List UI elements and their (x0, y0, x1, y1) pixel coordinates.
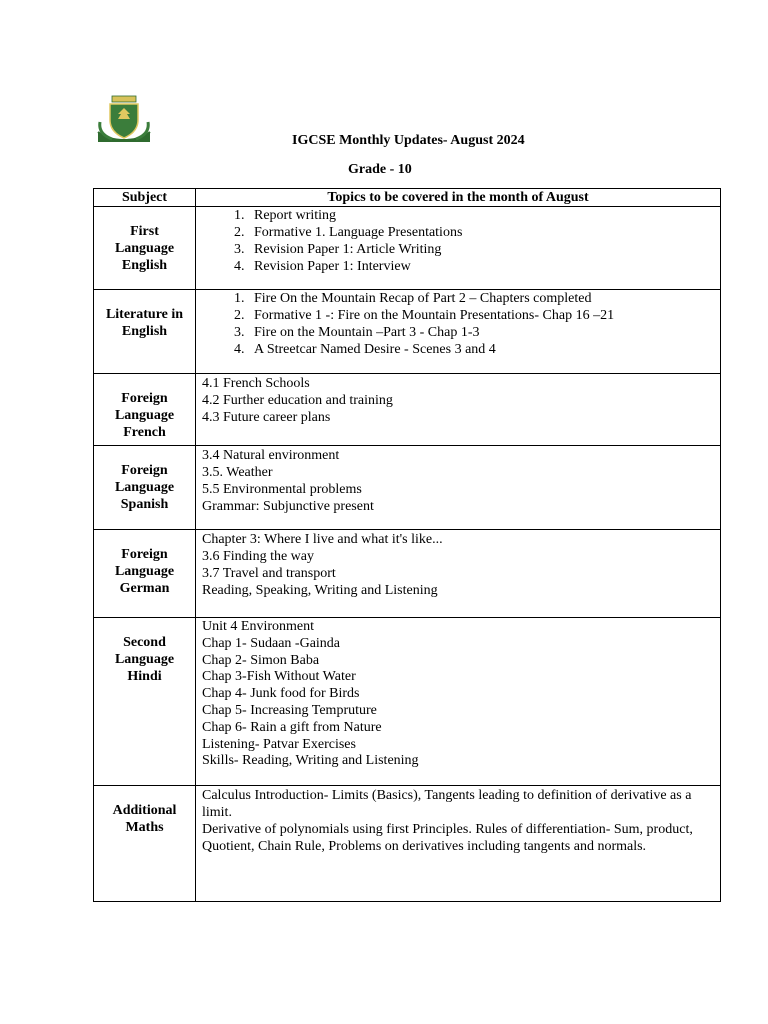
topics-list (202, 207, 714, 275)
subject-name-line: Spanish (120, 497, 169, 512)
topics-list (202, 290, 714, 358)
column-header-topics: Topics to be covered in the month of August (196, 189, 721, 207)
topic-item: 3. Revision Paper 1: Article Writing (248, 241, 714, 258)
topic-line: Chapter 3: Where I live and what it's like... (202, 532, 443, 547)
page-title: IGCSE Monthly Updates- August 2024 (292, 133, 525, 148)
topic-line: Chap 3-Fish Without Water (202, 669, 356, 685)
subject-name-line: Second (123, 635, 166, 650)
subject-cell (94, 618, 196, 786)
topic-line: 5.5 Environmental problems (202, 482, 362, 497)
subject-name-line: English (121, 324, 168, 339)
subject-cell (94, 290, 196, 374)
table-row (94, 374, 721, 446)
topics-cell (196, 374, 721, 446)
topic-line: Derivative of polynomials using first Principles. Rules of differentiation- Sum, product, Quotient, Chain Rule, Problems on derivatives including tangents and normals. (202, 822, 693, 854)
subject-name-line: Language (114, 408, 175, 423)
topics-table (93, 188, 721, 902)
topic-item: 2. Formative 1. Language Presentations (248, 224, 714, 241)
subject-cell (94, 374, 196, 446)
grade-label: Grade - 10 (348, 162, 412, 177)
column-header-subject: Subject (94, 189, 196, 207)
table-row (94, 446, 721, 530)
topics-cell (196, 618, 721, 786)
subject-cell (94, 786, 196, 902)
subject-name-line: English (121, 258, 168, 273)
topic-item: 2. Formative 1 -: Fire on the Mountain Presentations- Chap 16 –21 (248, 307, 714, 324)
topic-line: Reading, Speaking, Writing and Listening (202, 583, 438, 598)
table-row (94, 618, 721, 786)
subject-name-line: Maths (125, 820, 164, 835)
topic-item: 1. Report writing (248, 207, 714, 224)
subject-name-line: Language (114, 241, 175, 256)
subject-name-line: French (123, 425, 166, 440)
topic-line: 4.2 Further education and training (202, 393, 393, 408)
subject-name-line: German (119, 581, 170, 596)
topics-cell (196, 446, 721, 530)
subject-cell (94, 446, 196, 530)
subject-name-line: Language (114, 564, 175, 579)
topic-line: Chap 6- Rain a gift from Nature (202, 719, 382, 735)
topic-line: 3.6 Finding the way (202, 549, 314, 564)
subject-name-line: First (130, 224, 159, 239)
subject-name-line: Language (114, 480, 175, 495)
subject-name-line: Additional (112, 803, 177, 818)
topic-item: 4. Revision Paper 1: Interview (248, 258, 714, 275)
subject-name-line: Hindi (127, 669, 162, 684)
subject-name-line: Literature in (105, 307, 184, 322)
topics-cell (196, 207, 721, 290)
topic-line: Chap 1- Sudaan -Gainda (202, 635, 341, 651)
topic-line: 4.1 French Schools (202, 376, 310, 391)
topics-cell (196, 530, 721, 618)
topic-item: 1. Fire On the Mountain Recap of Part 2 – Chapters completed (248, 290, 714, 307)
topic-line: Unit 4 Environment (202, 619, 314, 634)
topic-line: Chap 2- Simon Baba (202, 652, 320, 668)
subject-name-line: Foreign (121, 547, 168, 562)
subject-name-line: Foreign (121, 391, 168, 406)
table-row (94, 786, 721, 902)
topic-line: Chap 5- Increasing Tempruture (202, 702, 377, 718)
topic-line: Chap 4- Junk food for Birds (202, 686, 360, 702)
topic-item: 3. Fire on the Mountain –Part 3 - Chap 1-3 (248, 324, 714, 341)
topic-line: Grammar: Subjunctive present (202, 499, 374, 514)
topic-line: Skills- Reading, Writing and Listening (202, 753, 419, 769)
topic-line: Calculus Introduction- Limits (Basics), Tangents leading to definition of derivative as a limit. (202, 788, 692, 820)
topic-line: 3.7 Travel and transport (202, 566, 336, 581)
topic-line: Listening- Patvar Exercises (202, 736, 356, 752)
topics-cell (196, 290, 721, 374)
topic-line: 3.4 Natural environment (202, 448, 340, 463)
subject-cell (94, 530, 196, 618)
subject-cell (94, 207, 196, 290)
table-row (94, 290, 721, 374)
table-row (94, 530, 721, 618)
table-header-row (94, 189, 721, 207)
topics-cell (196, 786, 721, 902)
subject-name-line: Foreign (121, 463, 168, 478)
table-row (94, 207, 721, 290)
topic-line: 3.5. Weather (202, 465, 273, 480)
topic-line: 4.3 Future career plans (202, 410, 331, 425)
topic-item: 4. A Streetcar Named Desire - Scenes 3 and 4 (248, 341, 714, 358)
subject-name-line: Language (114, 652, 175, 667)
